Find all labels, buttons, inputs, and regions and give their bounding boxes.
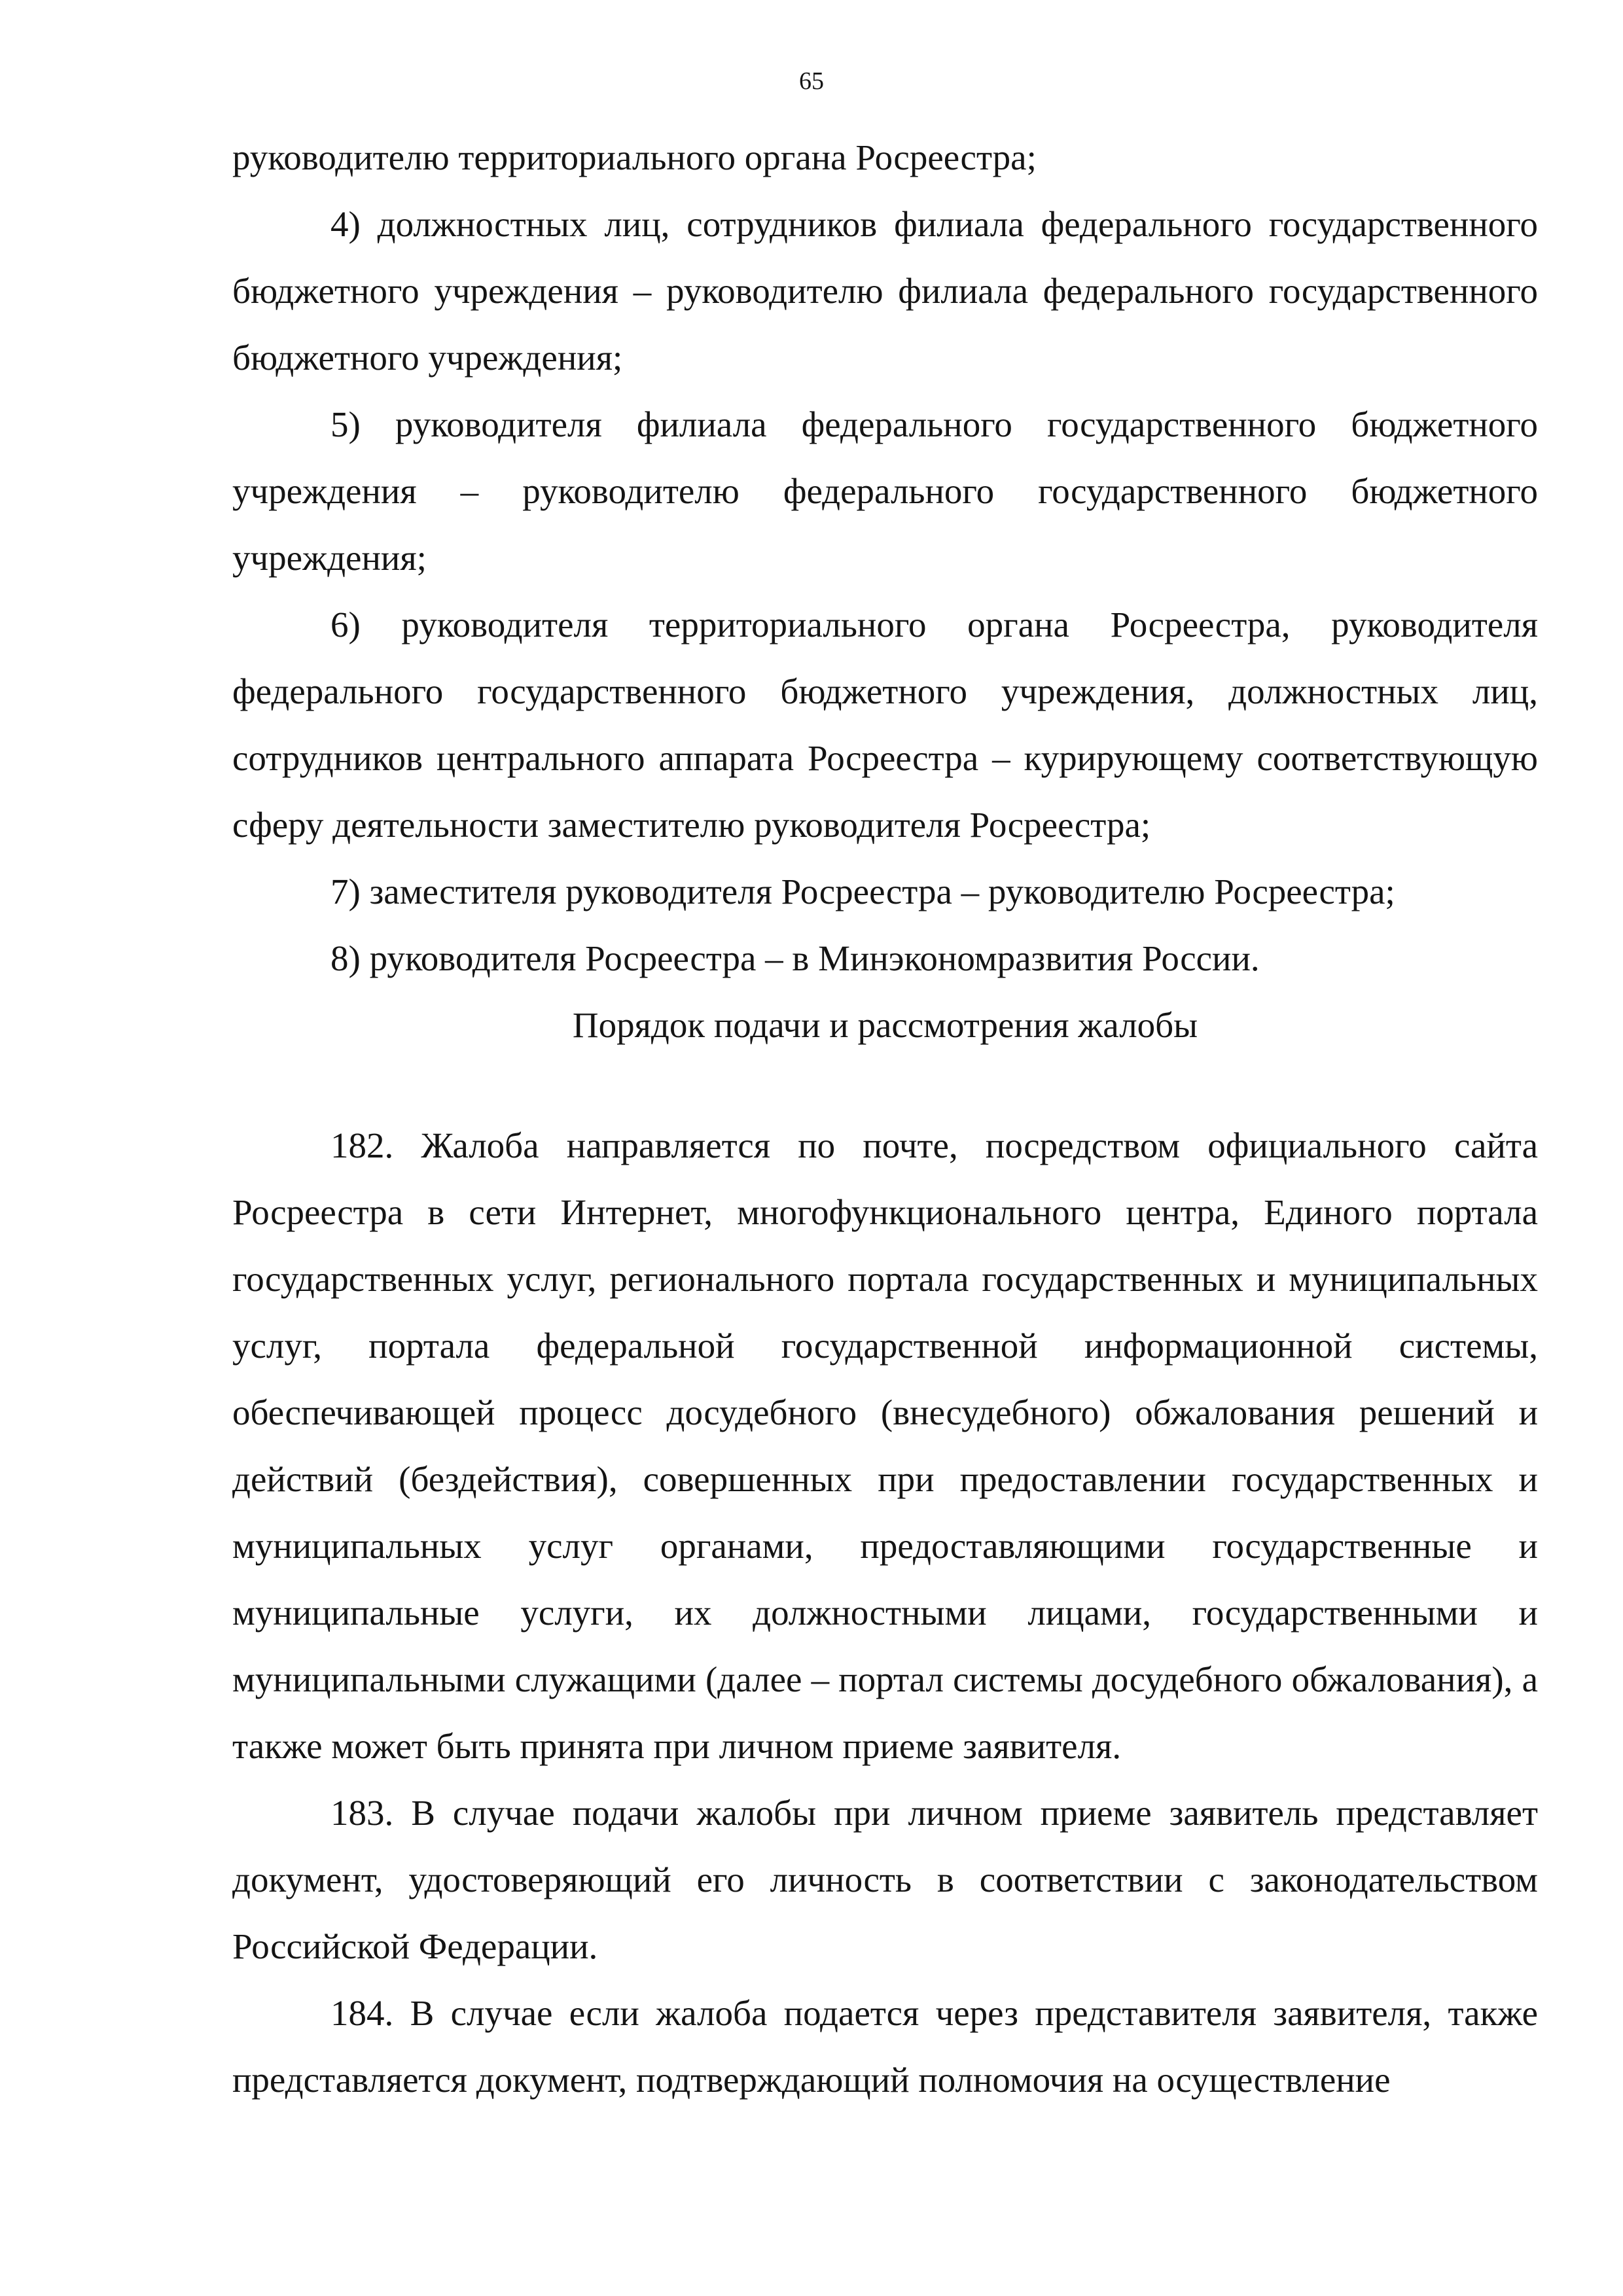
list-item-4: 4) должностных лиц, сотрудников филиала федерального государственного бюджетного учреждения – руководителю филиала федерального государственного бюджетного учреждения; [232, 204, 1538, 378]
list-item-6: 6) руководителя территориального органа Росреестра, руководителя федерального государственного бюджетного учреждения, должностных лиц, сотрудников центрального аппарата Росреестра – курирующему соответствующую сферу деятельности заместителю руководителя Росреестра; [232, 605, 1538, 845]
paragraph-continuation: руководителю территориального органа Росреестра; [232, 137, 1037, 177]
paragraph-184: 184. В случае если жалоба подается через представителя заявителя, также представляется документ, подтверждающий полномочия на осуществление [232, 1993, 1538, 2100]
paragraph-183: 183. В случае подачи жалобы при личном приеме заявитель представляет документ, удостоверяющий его личность в соответствии с законодательством Российской Федерации. [232, 1793, 1538, 1966]
list-item-7: 7) заместителя руководителя Росреестра – руководителю Росреестра; [330, 872, 1395, 911]
paragraph-182: 182. Жалоба направляется по почте, посредством официального сайта Росреестра в сети Интернет, многофункционального центра, Единого портала государственных услуг, регионального портала государственных и муниципальных услуг, портала федеральной государственной информационной системы, обеспечивающей процесс досудебного (внесудебного) обжалования решений и действий (бездействия), совершенных при предоставлении государственных и муниципальных услуг органами, предоставляющими государственные и муниципальные услуги, их должностными лицами, государственными и муниципальными служащими (далее – портал системы досудебного обжалования), а также может быть принята при личном приеме заявителя. [232, 1125, 1538, 1766]
section-heading: Порядок подачи и рассмотрения жалобы [572, 1005, 1198, 1045]
list-item-5: 5) руководителя филиала федерального государственного бюджетного учреждения – руководителю федерального государственного бюджетного учреждения; [232, 404, 1538, 578]
list-item-8: 8) руководителя Росреестра – в Минэкономразвития России. [330, 938, 1260, 978]
page-number: 65 [799, 67, 824, 95]
document-body [232, 124, 1538, 2113]
